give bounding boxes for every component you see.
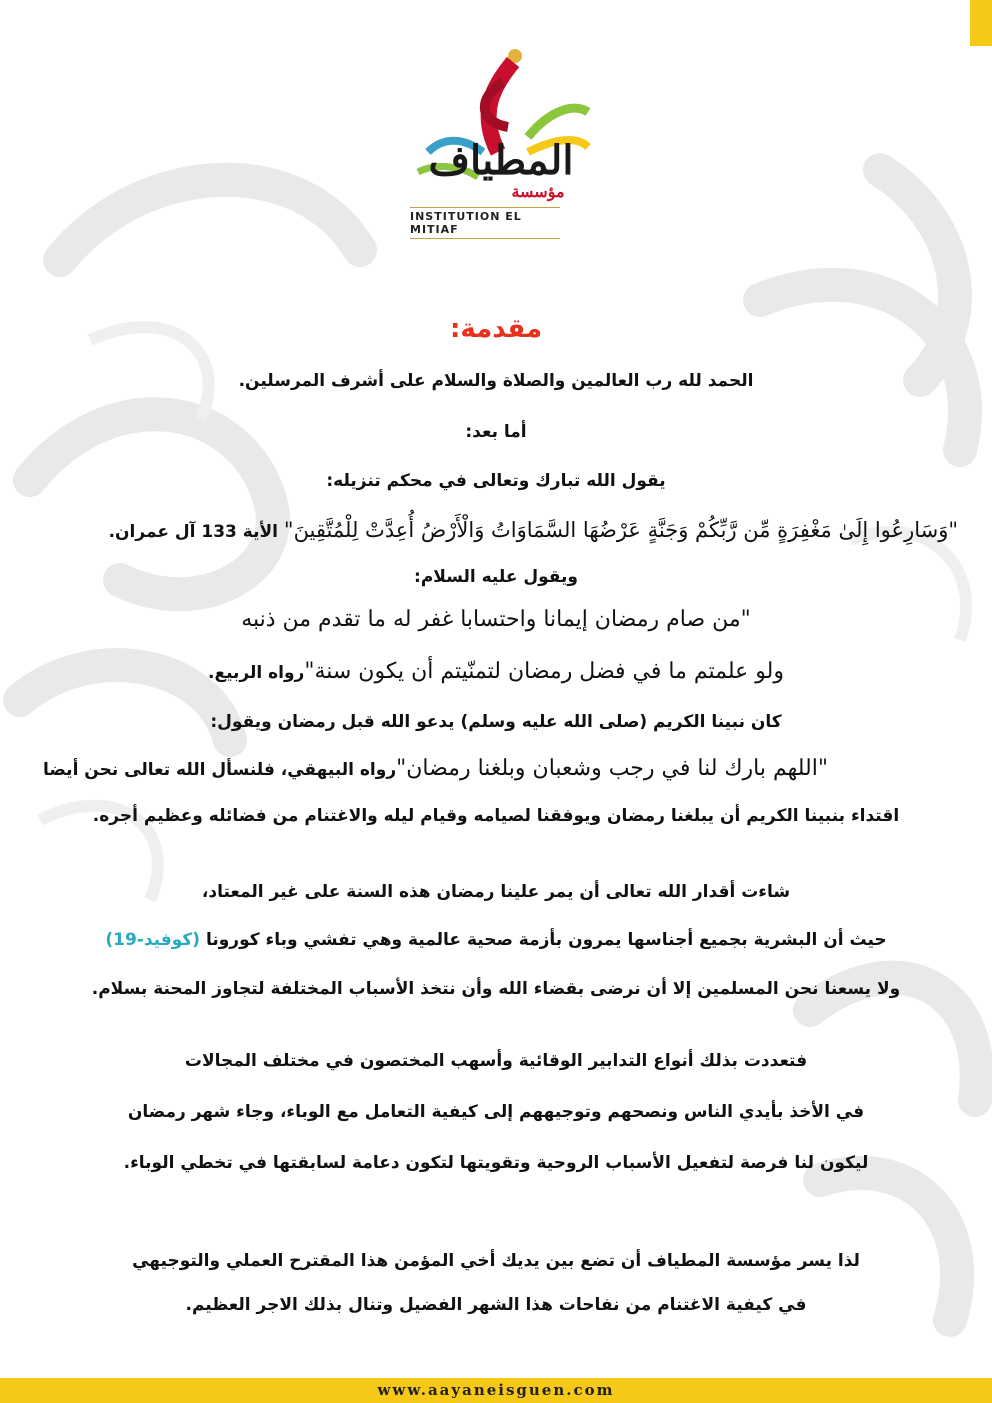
paragraph-quran-intro: يقول الله تبارك وتعالى في محكم تنزيله: <box>326 471 666 491</box>
dua-text: "اللهم بارك لنا في رجب وشعبان وبلغنا رمضان" <box>396 756 828 781</box>
paragraph-praise: الحمد لله رب العالمين والصلاة والسلام على أشرف المرسلين. <box>238 371 754 391</box>
paragraph-aqdar: شاءت أقدار الله تعالى أن يمر علينا رمضان هذه السنة على غير المعتاد، <box>201 882 791 902</box>
institution-logo <box>408 42 594 232</box>
paragraph-muqtarah: لذا يسر مؤسسة المطياف أن تضع بين يديك أخي المؤمن هذا المقترح العملي والتوجيهي <box>132 1251 860 1271</box>
hadith-reference: رواه الربيع. <box>208 663 305 683</box>
corner-tab <box>970 0 992 46</box>
quran-verse: "وَسَارِعُوا إِلَىٰ مَغْفِرَةٍ مِّن رَّبِّكُمْ وَجَنَّةٍ عَرْضُهَا السَّمَاوَاتُ وَالْأَرْضُ أُعِدَّتْ لِلْمُتَّقِينَ" <box>283 518 958 542</box>
dua-rest: رواه البيهقي، فلنسأل الله تعالى نحن أيضا <box>43 760 397 780</box>
paragraph-rida: ولا يسعنا نحن المسلمين إلا أن نرضى بقضاء الله وأن نتخذ الأسباب المختلفة لتجاوز المحنة بسلام. <box>91 979 901 999</box>
paragraph-amma-bad: أما بعد: <box>465 422 527 442</box>
paragraph-ightinam: في كيفية الاغتنام من نفاحات هذا الشهر الفضيل وتنال بذلك الاجر العظيم. <box>185 1295 807 1315</box>
paragraph-tadabir: فتعددت بذلك أنواع التدابير الوقائية وأسهب المختصون في مختلف المجالات <box>184 1051 808 1071</box>
paragraph-prophet-dua-intro: كان نبينا الكريم (صلى الله عليه وسلم) يدعو الله قبل رمضان ويقول: <box>210 712 782 732</box>
hadith-line-2 <box>34 655 958 690</box>
hadith-text-2: ولو علمتم ما في فضل رمضان لتمنّيتم أن يكون سنة" <box>304 659 784 684</box>
quran-reference: الأية 133 آل عمران. <box>108 522 284 542</box>
paragraph-forsa: ليكون لنا فرصة لتفعيل الأسباب الروحية وتقويتها لتكون دعامة لسابقتها في تخطي الوباء. <box>123 1153 869 1173</box>
paragraph-akhdh: في الأخذ بأيدي الناس ونصحهم وتوجيههم إلى كيفية التعامل مع الوباء، وجاء شهر رمضان <box>127 1102 865 1122</box>
paragraph-covid <box>34 929 958 951</box>
quran-verse-line <box>34 515 958 547</box>
logo-arabic-sub: مؤسسة <box>511 182 565 201</box>
hadith-line-1: "من صام رمضان إيمانا واحتسابا غفر له ما تقدم من ذنبه <box>241 607 751 632</box>
paragraph-iqtida: اقتداء بنبينا الكريم أن يبلغنا رمضان ويوفقنا لصيامه وقيام ليله والاغتنام من فضائله وعظيم أجره. <box>92 806 900 826</box>
logo-arabic-name: المطياف <box>428 137 574 184</box>
footer-website: www.aayaneisguen.com <box>0 1378 992 1403</box>
covid-label: (كوفيد-19) <box>105 930 201 950</box>
paragraph-hadith-intro: ويقول عليه السلام: <box>414 567 578 587</box>
logo-english-name: INSTITUTION EL MITIAF <box>410 207 560 239</box>
covid-text: حيث أن البشرية بجميع أجناسها يمرون بأزمة صحية عالمية وهي تفشي وباء كورونا <box>200 930 887 950</box>
dua-line <box>34 752 958 787</box>
page-title: مقدمة: <box>449 314 543 344</box>
